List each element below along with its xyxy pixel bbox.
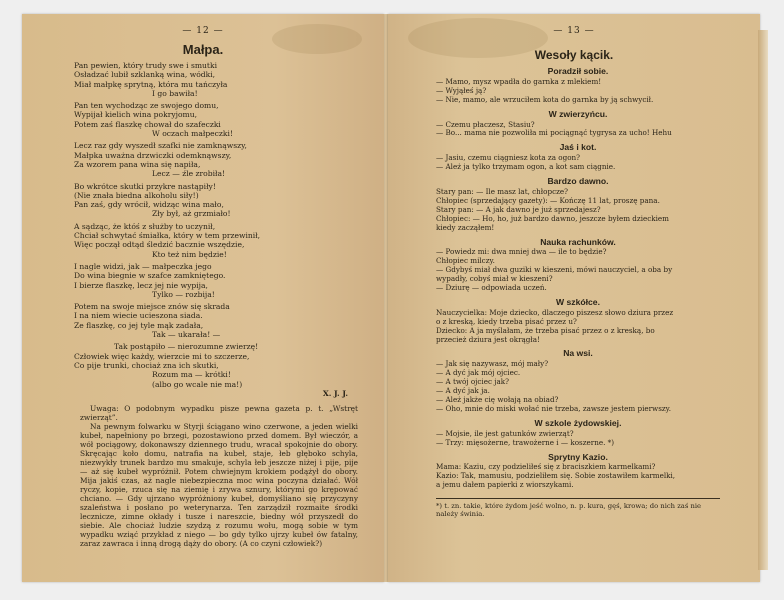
jokes-list: [388, 67, 760, 490]
poem-line: W oczach małpeczki!: [152, 129, 234, 139]
poem-line: Bo wkrótce skutki przykre nastąpiły!: [74, 181, 216, 191]
poem-line: Co pije trunki, chociaż zna ich skutki,: [74, 360, 219, 370]
joke-heading: Jaś i kot.: [559, 142, 597, 153]
joke-line: — Czemu płaczesz, Stasiu?: [436, 120, 535, 129]
joke-line: — Trzy: mięsożerne, trawożerne i — koszerne. *): [436, 438, 615, 447]
poem-line: Do wina biegnie w szafce zamkniętego.: [74, 271, 226, 281]
paper-stain: [272, 24, 362, 54]
poem-line: Tak — ukarała! —: [152, 330, 221, 340]
poem-line: Potem zaś flaszkę chował do szafeczki: [74, 119, 221, 129]
joke-line: a jemu dałem papierki z wiorszykami.: [436, 481, 574, 490]
poem-line: Za wzorem pana wina się napiła,: [74, 159, 201, 169]
paper-stain: [408, 18, 548, 58]
joke-line: Dziecko: A ja myślałam, że trzeba pisać przez o z kreską, bo: [436, 326, 655, 335]
joke-line: Stary pan: — A jak dawno je już sprzedajesz?: [436, 205, 601, 214]
poem-line: Człowiek więc każdy, wierzcie mi to szczerze,: [74, 351, 250, 361]
joke-heading: Poradził sobie.: [547, 66, 609, 76]
poem-line: Tak postąpiło — nierozumne zwierzę!: [114, 342, 259, 352]
poem-line: I go bawiła!: [152, 88, 198, 98]
poem-line: Wypijał kielich wina pokryjomu,: [74, 110, 198, 120]
footnote: *) t. zn. takie, które żydom jeść wolno, n. p. kura, gęś, krowa; do nich zaś nie należy świnia.: [436, 498, 720, 518]
note-text: [22, 398, 384, 548]
poem-line: Rozum ma — krótki!: [152, 370, 231, 380]
poem-line: Pan ten wychodząc ze swojego domu,: [74, 101, 219, 111]
poem-line: Więc począł odtąd śledzić bacznie wszędzie,: [74, 240, 245, 250]
joke-line: kiedy zacząłem!: [436, 223, 495, 232]
joke-line: Stary pan: — Ile masz lat, chłopcze?: [436, 187, 568, 196]
poem-line: A sądząc, że któś z służby to uczynił,: [74, 221, 216, 231]
joke-line: Kazio: Tak, mamusiu, podzieliłem się. Sobie zostawiłem karmelki,: [436, 472, 676, 481]
joke-line: — Bo... mama nie pozwoliła mi pociągnąć tygrysa za ucho! Hehu: [436, 129, 672, 138]
poem-line: Kto też nim będzie!: [152, 249, 227, 259]
poem-line: Pan zaś, gdy wrócił, widząc wina mało,: [74, 200, 224, 210]
joke-line: — Dziurę — odpowiada uczeń.: [436, 284, 547, 293]
joke-heading: W zwierzyńcu.: [548, 108, 608, 119]
right-page: [388, 14, 760, 582]
poem-line: Osładzać lubił szklanką wina, wódki,: [74, 70, 216, 80]
poem-signature: X. J. J.: [322, 388, 348, 398]
poem-line: Miał małpkę sprytną, która mu tańczyła: [74, 79, 228, 89]
note-paragraph: Na pewnym folwarku w Styrji ściągano wino czerwone, a jeden wielki kubeł, napełniony po brzegi, pozostawiono przed domem. Był wieczór, a wół pociągowy, dokonawszy dziennego trudu, wracał spokojnie do obory. Skręcając koło domu, natrafia na kubeł, staje, łeb głęboko schyla, niezwykły trunek bardzo mu smakuje, schyla łeb jeszcze niżej i pije, pije — aż się kubeł wypróżnił. Potem chwiejnym krokiem podążył do obory. Mija jakiś czas, aż nagle niebezpieczna moc wina poczyna działać. Wół ryczy, kopie, rzuca się na ziemię i zrywa sznury, którymi go krępować chciano. — Gdy ujrzano wypróżniony kubeł, domyśliano się przyczyny szaleństwa i posłano po weterynarza. Ten zarządził rozmaite środki lecznicze, zimne okłady i tusze i nareszcie, biedny wół przyszedł do siebie. Ale chociaż ludzie szydzą z rozumu wołu, mogą sobie w tym wypadku wziąć przykład z niego — bo gdy tylko ujrzy kubeł ów fatalny, zaraz zawraca i inną drogą dąży do obory. (A co czyni człowiek?): [80, 421, 358, 548]
joke-heading: Nauka rachunków.: [540, 236, 616, 247]
joke-line: — Oho, mnie do miski wołać nie trzeba, zawsze jestem pierwszy.: [436, 404, 672, 413]
joke-heading: Na wsi.: [563, 348, 593, 359]
left-page: [22, 14, 384, 582]
joke-line: — Powiedz mi: dwa mniej dwa — ile to będzie?: [436, 248, 607, 257]
joke-line: — A twój ojciec jak?: [436, 378, 509, 387]
poem-line: I bierze flaszkę, lecz jej nie wypija,: [74, 280, 208, 290]
joke-line: — Mamo, mysz wpadła do garnka z mlekiem!: [436, 77, 602, 86]
joke-line: — Nie, mamo, ale wrzuciłem kota do garnka by ją schwycił.: [436, 95, 654, 104]
joke-line: — Jasiu, czemu ciągniesz kota za ogon?: [436, 154, 581, 163]
joke-line: — Wyjąłeś ją?: [436, 86, 487, 95]
poem-line: I nagle widzi, jak — małpeczka jego: [74, 261, 212, 271]
joke-heading: W szkółce.: [556, 296, 600, 307]
poem-line: Małpka uważna drzwiczki odemknąwszy,: [74, 150, 232, 160]
joke-line: — Ależ ja tylko trzymam ogon, a kot sam ciągnie.: [436, 163, 616, 172]
poem-line: Zły był, aż grzmiało!: [152, 209, 231, 219]
note-heading: Uwaga: O podobnym wypadku pisze pewna gazeta p. t. „Wstręt zwierząt”.: [80, 403, 358, 422]
joke-line: — Jak się nazywasz, mój mały?: [436, 360, 549, 369]
poem-line: Chciał schwytać śmiałka, który w tem przewinił,: [74, 231, 261, 241]
poem-line: Ze flaszkę, co jej tyle mąk zadała,: [74, 320, 204, 330]
joke-heading: Sprytny Kazio.: [548, 451, 608, 462]
joke-line: przecież dziura jest okrągła!: [436, 335, 540, 344]
joke-heading: Bardzo dawno.: [547, 176, 609, 187]
joke-line: Chłopiec milczy.: [436, 257, 495, 266]
page-edges: [758, 30, 768, 570]
joke-line: — Gdybyś miał dwa guziki w kieszeni, mówi nauczyciel, a oba by: [436, 266, 673, 275]
poem-line: (Nie znała biedna alkoholu siły!): [74, 190, 199, 200]
joke-line: Mama: Kaziu, czy podzieliłeś się z braciszkiem karmelkami?: [436, 463, 656, 472]
poem-line: Potem na swoje miejsce znów się skrada: [74, 302, 230, 312]
poem-line: Tylko — rozbija!: [152, 289, 215, 299]
joke-line: o z kreską, kiedy trzeba pisać przez u?: [436, 317, 577, 326]
poem-line: Lecz raz gdy wyszedł szafki nie zamknąwszy,: [74, 141, 247, 151]
poem-line: Lecz — źle zrobiła!: [152, 169, 226, 179]
joke-line: — A dyć jak mój ojciec.: [436, 369, 521, 378]
poem-body: [22, 61, 384, 389]
joke-line: wypadły, cobyś miał w kieszeni?: [436, 275, 553, 284]
section-title: Wesoły kącik.: [534, 48, 614, 62]
joke-line: — A dyć jak ja.: [436, 387, 490, 396]
poem-title: Małpa.: [182, 42, 224, 57]
joke-line: Nauczycielka: Moje dziecko, dlaczego piszesz słowo dziura przez: [436, 308, 674, 317]
joke-line: Chłopiec (sprzedający gazety): — Kończę 11 lat, proszę pana.: [436, 196, 660, 205]
poem-line: Pan pewien, który trudy swe i smutki: [74, 61, 218, 70]
joke-line: — Mojsie, ile jest gatunków zwierząt?: [436, 429, 574, 438]
page-number-left: — 12 —: [182, 26, 224, 36]
poem-line: (albo go wcale nie ma!): [152, 379, 243, 389]
page-number-right: — 13 —: [553, 26, 595, 36]
joke-line: — Ależ jakże cię wołają na obiad?: [436, 396, 559, 404]
joke-heading: W szkole żydowskiej.: [534, 417, 622, 428]
joke-line: Chłopiec: — Ho, ho, już bardzo dawno, jeszcze byłem dzieckiem: [436, 214, 669, 223]
poem-line: I na niem wiecie ucieszona siada.: [74, 311, 203, 321]
